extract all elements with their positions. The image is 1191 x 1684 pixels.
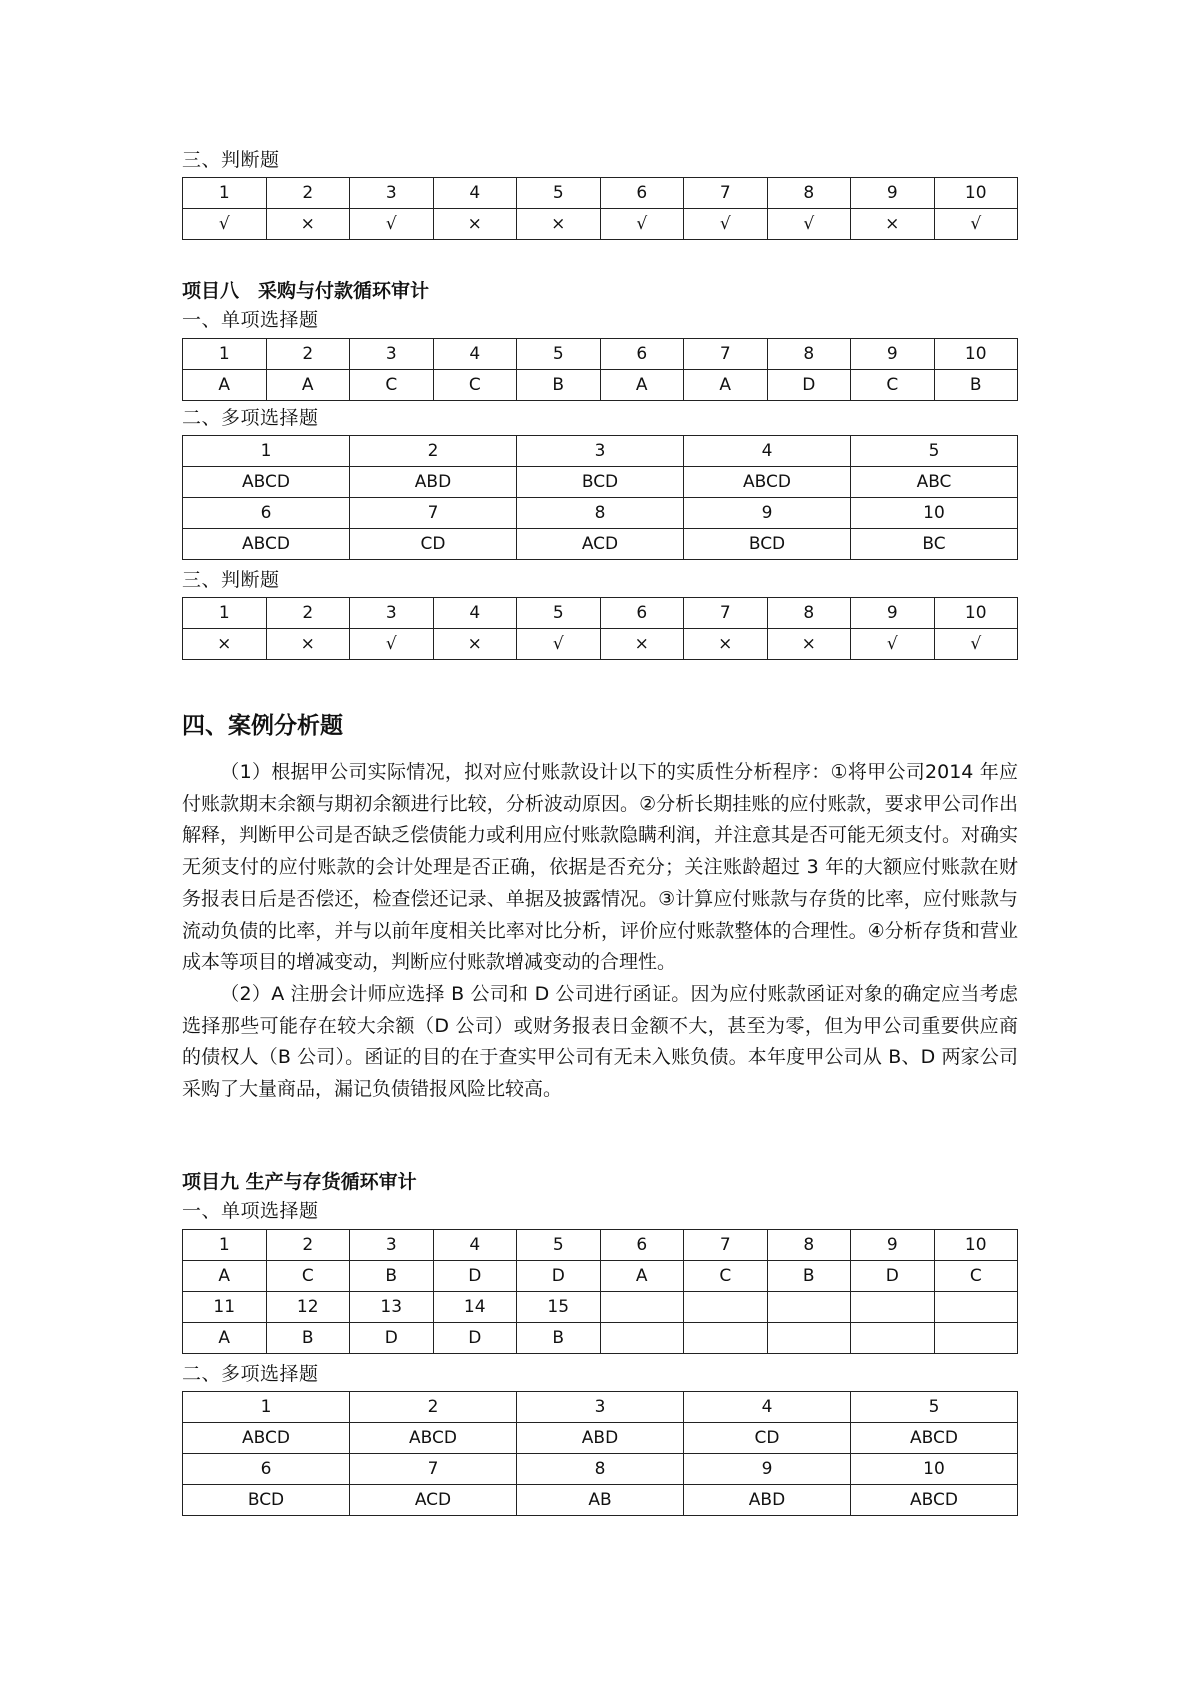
table-cell: ACD — [517, 529, 684, 560]
case-title: 四、案例分析题 — [182, 713, 343, 739]
table-row — [183, 529, 1018, 560]
table-cell — [851, 1292, 935, 1323]
table-row — [183, 629, 1018, 660]
table-cell: 3 — [350, 178, 434, 209]
table-cell: 5 — [517, 339, 601, 370]
table-cell: 4 — [684, 436, 851, 467]
table-cell: 6 — [600, 339, 684, 370]
table-cell — [684, 1323, 768, 1354]
table-cell: 8 — [767, 598, 851, 629]
table-cell — [600, 1323, 684, 1354]
table-cell: CD — [684, 1423, 851, 1454]
table-cell: × — [266, 629, 350, 660]
table-cell: C — [934, 1261, 1018, 1292]
table-cell: 1 — [183, 598, 267, 629]
project9-single-table — [182, 1229, 1018, 1354]
table-cell: 12 — [266, 1292, 350, 1323]
table-row — [183, 436, 1018, 467]
table-cell: √ — [350, 209, 434, 240]
table-cell: 2 — [266, 1230, 350, 1261]
project9-single-title: 一、单项选择题 — [182, 1200, 319, 1222]
table-cell: D — [433, 1261, 517, 1292]
table-row — [183, 1392, 1018, 1423]
table-cell: 10 — [851, 1454, 1018, 1485]
table-cell: B — [266, 1323, 350, 1354]
table-cell: B — [517, 370, 601, 401]
table-cell: B — [767, 1261, 851, 1292]
table-cell: B — [350, 1261, 434, 1292]
table-cell: 6 — [600, 598, 684, 629]
table-cell — [851, 1323, 935, 1354]
table-cell: 13 — [350, 1292, 434, 1323]
table-cell: × — [266, 209, 350, 240]
table-cell: BCD — [517, 467, 684, 498]
table-cell: 9 — [851, 1230, 935, 1261]
table-cell: A — [684, 370, 768, 401]
table-cell: √ — [350, 629, 434, 660]
table-cell: 5 — [851, 1392, 1018, 1423]
table-cell: A — [183, 1323, 267, 1354]
table-cell: 10 — [851, 498, 1018, 529]
table-cell — [684, 1292, 768, 1323]
table-cell: BCD — [183, 1485, 350, 1516]
project9-title: 项目九 生产与存货循环审计 — [182, 1171, 417, 1193]
table-cell: 4 — [433, 1230, 517, 1261]
table-cell: 4 — [433, 598, 517, 629]
table-cell: 2 — [350, 1392, 517, 1423]
table-cell: 6 — [600, 1230, 684, 1261]
table-cell: × — [517, 209, 601, 240]
table-cell — [934, 1323, 1018, 1354]
table-cell: 3 — [517, 436, 684, 467]
table-cell: ABCD — [183, 529, 350, 560]
table-cell: A — [600, 1261, 684, 1292]
table-cell: 6 — [183, 1454, 350, 1485]
table-cell: 3 — [350, 598, 434, 629]
table-cell: B — [517, 1323, 601, 1354]
table-cell: ABCD — [684, 467, 851, 498]
table-row — [183, 1230, 1018, 1261]
table-cell: ABCD — [183, 1423, 350, 1454]
table-cell: √ — [851, 629, 935, 660]
table-row — [183, 209, 1018, 240]
table-cell: 6 — [183, 498, 350, 529]
table-cell: AB — [517, 1485, 684, 1516]
table-cell: 5 — [517, 178, 601, 209]
table-cell: 7 — [684, 598, 768, 629]
table-cell: D — [350, 1323, 434, 1354]
table-cell: 4 — [433, 339, 517, 370]
table-cell: 7 — [350, 498, 517, 529]
table-cell: ABD — [350, 467, 517, 498]
table-cell: C — [350, 370, 434, 401]
table-cell: 1 — [183, 339, 267, 370]
table-cell: 10 — [934, 178, 1018, 209]
table-cell: ABCD — [851, 1423, 1018, 1454]
table-cell: 2 — [350, 436, 517, 467]
table-cell: √ — [934, 629, 1018, 660]
table-cell: 7 — [684, 339, 768, 370]
table-cell: BC — [851, 529, 1018, 560]
case-paragraph-1 — [182, 757, 1018, 979]
table-cell: 15 — [517, 1292, 601, 1323]
table-cell: 9 — [684, 498, 851, 529]
table-cell — [934, 1292, 1018, 1323]
project9-multi-title: 二、多项选择题 — [182, 1363, 319, 1385]
table-cell: A — [183, 1261, 267, 1292]
table-cell: × — [684, 629, 768, 660]
table-cell — [767, 1292, 851, 1323]
table-cell: 9 — [851, 339, 935, 370]
table-cell: CD — [350, 529, 517, 560]
table-cell: C — [433, 370, 517, 401]
table-cell: A — [183, 370, 267, 401]
table-row — [183, 1292, 1018, 1323]
table-row — [183, 178, 1018, 209]
table-cell: 2 — [266, 598, 350, 629]
table-row — [183, 339, 1018, 370]
table-cell: 7 — [684, 1230, 768, 1261]
project8-multi-table — [182, 435, 1018, 560]
table-cell: 11 — [183, 1292, 267, 1323]
table-cell: ABCD — [350, 1423, 517, 1454]
project8-title: 项目八 采购与付款循环审计 — [182, 280, 430, 302]
table-cell: 7 — [684, 178, 768, 209]
table-row — [183, 1454, 1018, 1485]
project8-tf-table — [182, 597, 1018, 660]
table-cell: C — [266, 1261, 350, 1292]
table-cell: 14 — [433, 1292, 517, 1323]
table-cell: A — [266, 370, 350, 401]
table-cell: ACD — [350, 1485, 517, 1516]
table-cell: 6 — [600, 178, 684, 209]
table-cell: 10 — [934, 598, 1018, 629]
project8-tf-title: 三、判断题 — [182, 569, 280, 591]
table-cell: 5 — [851, 436, 1018, 467]
table-cell: √ — [934, 209, 1018, 240]
table-cell: × — [183, 629, 267, 660]
table-cell: 9 — [851, 598, 935, 629]
table-cell: 9 — [684, 1454, 851, 1485]
table-cell: ABC — [851, 467, 1018, 498]
project8-multi-title: 二、多项选择题 — [182, 407, 319, 429]
table-cell: D — [851, 1261, 935, 1292]
table-cell: ABD — [684, 1485, 851, 1516]
table-cell: 1 — [183, 1230, 267, 1261]
table-cell: ABCD — [183, 467, 350, 498]
table-cell: 8 — [767, 1230, 851, 1261]
table-cell: 2 — [266, 339, 350, 370]
table-cell: 8 — [767, 339, 851, 370]
table-cell: × — [600, 629, 684, 660]
table-cell: ABCD — [851, 1485, 1018, 1516]
table-row — [183, 467, 1018, 498]
table-row — [183, 498, 1018, 529]
table-cell: D — [433, 1323, 517, 1354]
case-paragraph-2 — [182, 979, 1018, 1106]
table-cell: D — [517, 1261, 601, 1292]
table-cell: 8 — [517, 498, 684, 529]
table-cell: 5 — [517, 1230, 601, 1261]
table-cell: √ — [767, 209, 851, 240]
project8-single-table — [182, 338, 1018, 401]
table-cell: 4 — [684, 1392, 851, 1423]
table-cell: ABD — [517, 1423, 684, 1454]
case-paragraph-1-text: （1）根据甲公司实际情况，拟对应付账款设计以下的实质性分析程序：①将甲公司2014 年应付账款期末余额与期初余额进行比较，分析波动原因。②分析长期挂账的应付账款，要求甲公司作出解释，判断甲公司是否缺乏偿债能力或利用应付账款隐瞒利润，并注意其是否可能无须支付。对确实无须支付的应付账款的会计处理是否正确，依据是否充分；关注账龄超过 3 年的大额应付账款在财务报表日后是否偿还，检查偿还记录、单据及披露情况。③计算应付账款与存货的比率，应付账款与流动负债的比率，并与以前年度相关比率对比分析，评价应付账款整体的合理性。④分析存货和营业成本等项目的增减变动，判断应付账款增减变动的合理性。 — [182, 761, 1019, 974]
prev-tf-table — [182, 177, 1018, 240]
table-cell: 3 — [350, 339, 434, 370]
case-body — [182, 757, 1018, 1106]
table-cell: 1 — [183, 178, 267, 209]
table-row — [183, 370, 1018, 401]
table-cell: × — [851, 209, 935, 240]
table-cell: √ — [600, 209, 684, 240]
table-cell: √ — [517, 629, 601, 660]
project9-multi-table — [182, 1391, 1018, 1516]
table-cell — [767, 1323, 851, 1354]
table-cell: √ — [183, 209, 267, 240]
table-cell: 10 — [934, 339, 1018, 370]
table-cell: A — [600, 370, 684, 401]
table-cell: × — [433, 629, 517, 660]
table-cell: BCD — [684, 529, 851, 560]
table-cell: √ — [684, 209, 768, 240]
prev-tf-title: 三、判断题 — [182, 149, 280, 171]
table-cell: 10 — [934, 1230, 1018, 1261]
table-cell: 8 — [517, 1454, 684, 1485]
table-cell: C — [684, 1261, 768, 1292]
table-cell: × — [433, 209, 517, 240]
table-cell: 5 — [517, 598, 601, 629]
table-cell: 8 — [767, 178, 851, 209]
table-cell: 1 — [183, 436, 350, 467]
table-cell: 3 — [517, 1392, 684, 1423]
table-row — [183, 1261, 1018, 1292]
table-cell: 1 — [183, 1392, 350, 1423]
table-cell: 7 — [350, 1454, 517, 1485]
table-row — [183, 598, 1018, 629]
table-cell: 2 — [266, 178, 350, 209]
table-cell: 9 — [851, 178, 935, 209]
table-cell: 3 — [350, 1230, 434, 1261]
table-row — [183, 1485, 1018, 1516]
table-cell: D — [767, 370, 851, 401]
table-cell: 4 — [433, 178, 517, 209]
table-cell: B — [934, 370, 1018, 401]
table-cell: × — [767, 629, 851, 660]
table-row — [183, 1323, 1018, 1354]
project8-single-title: 一、单项选择题 — [182, 309, 319, 331]
table-row — [183, 1423, 1018, 1454]
table-cell: C — [851, 370, 935, 401]
case-paragraph-2-text: （2）A 注册会计师应选择 B 公司和 D 公司进行函证。因为应付账款函证对象的确定应当考虑选择那些可能存在较大余额（D 公司）或财务报表日金额不大，甚至为零，但为甲公司重要供应商的债权人（B 公司）。函证的目的在于查实甲公司有无未入账负债。本年度甲公司从 B、D 两家公司采购了大量商品，漏记负债错报风险比较高。 — [182, 982, 1018, 1101]
table-cell — [600, 1292, 684, 1323]
